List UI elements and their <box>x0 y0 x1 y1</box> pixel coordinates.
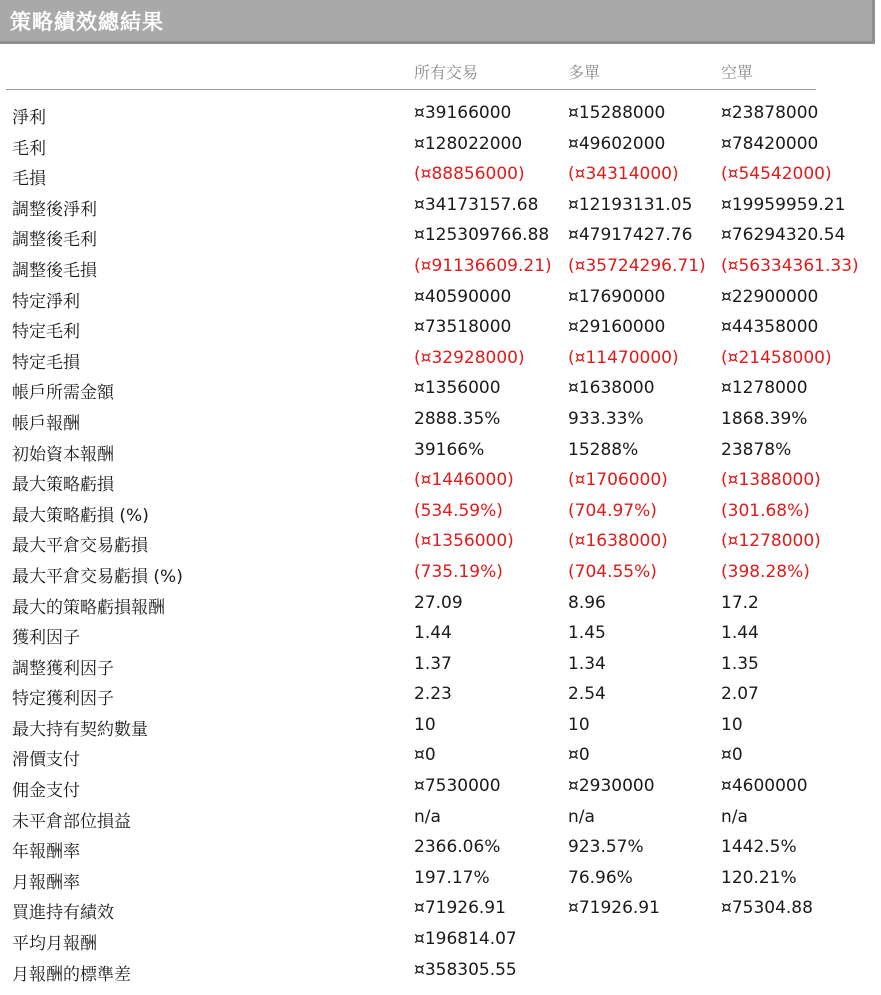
table-row <box>0 99 881 130</box>
row-value: (¤34314000) <box>568 164 679 185</box>
row-value: ¤17690000 <box>568 286 666 307</box>
row-value: (704.97%) <box>568 500 657 521</box>
table-row <box>0 344 881 375</box>
row-value: (¤1638000) <box>568 531 668 552</box>
row-value: ¤76294320.54 <box>721 225 846 246</box>
row-label: 最大的策略虧損報酬 <box>12 597 165 618</box>
row-value: ¤1278000 <box>721 378 808 399</box>
row-label: 未平倉部位損益 <box>12 811 131 832</box>
row-label: 毛損 <box>12 169 46 190</box>
row-value: 1.44 <box>721 623 759 644</box>
table-row <box>0 313 881 344</box>
summary-table <box>0 99 881 986</box>
row-value: 1.34 <box>568 653 606 674</box>
row-value: ¤23878000 <box>721 103 819 123</box>
row-value: ¤34173157.68 <box>414 194 539 215</box>
row-value: 2.07 <box>721 684 759 705</box>
table-row <box>0 741 881 772</box>
row-value: (¤1356000) <box>414 531 514 552</box>
row-value: 27.09 <box>414 592 463 613</box>
row-label: 毛利 <box>12 138 46 159</box>
row-value: ¤47917427.76 <box>568 225 693 246</box>
row-value: 933.33% <box>568 408 644 429</box>
table-row <box>0 130 881 161</box>
row-value: 1.35 <box>721 653 759 674</box>
row-label: 調整後毛利 <box>12 230 97 251</box>
row-value: ¤0 <box>568 745 590 766</box>
row-value: ¤78420000 <box>721 133 819 154</box>
row-label: 特定淨利 <box>12 291 80 312</box>
row-value: (¤32928000) <box>414 347 525 368</box>
row-value: 1.37 <box>414 653 452 674</box>
row-value: (¤88856000) <box>414 164 525 185</box>
table-row <box>0 466 881 497</box>
row-value: ¤44358000 <box>721 317 819 338</box>
table-row <box>0 283 881 314</box>
row-value: ¤0 <box>721 745 743 766</box>
row-value: (¤35724296.71) <box>568 255 706 276</box>
row-label: 佣金支付 <box>12 781 80 802</box>
row-value: n/a <box>414 806 441 827</box>
row-value: 15288% <box>568 439 639 460</box>
row-value: (¤56334361.33) <box>721 255 859 276</box>
table-row <box>0 374 881 405</box>
row-value: (735.19%) <box>414 561 503 582</box>
row-value: (398.28%) <box>721 561 810 582</box>
table-row <box>0 436 881 467</box>
row-label: 最大策略虧損 <box>12 475 114 496</box>
row-value: 923.57% <box>568 837 644 858</box>
row-label: 最大平倉交易虧損 (%) <box>12 566 183 587</box>
table-row <box>0 956 881 987</box>
row-label: 調整獲利因子 <box>12 658 114 679</box>
table-row <box>0 160 881 191</box>
row-value: (¤21458000) <box>721 347 832 368</box>
table-row <box>0 405 881 436</box>
row-label: 最大持有契約數量 <box>12 719 148 740</box>
row-label: 月報酬率 <box>12 872 80 893</box>
row-value: ¤196814.07 <box>414 929 517 950</box>
row-value: 39166% <box>414 439 485 460</box>
row-value: (¤11470000) <box>568 347 679 368</box>
row-value: (704.55%) <box>568 561 657 582</box>
table-row <box>0 191 881 222</box>
row-value: ¤2930000 <box>568 776 655 797</box>
row-value: ¤75304.88 <box>721 898 813 919</box>
row-value: ¤39166000 <box>414 103 512 123</box>
row-value: ¤29160000 <box>568 317 666 338</box>
row-label: 特定毛利 <box>12 322 80 343</box>
row-label: 調整後淨利 <box>12 199 97 220</box>
table-row <box>0 497 881 528</box>
column-header-row <box>0 56 881 88</box>
table-row <box>0 619 881 650</box>
row-value: 2.54 <box>568 684 606 705</box>
title-bar <box>0 0 875 44</box>
row-label: 帳戶報酬 <box>12 413 80 434</box>
row-value: n/a <box>568 806 595 827</box>
row-label: 特定毛損 <box>12 352 80 373</box>
row-value: 120.21% <box>721 867 797 888</box>
row-label: 特定獲利因子 <box>12 689 114 710</box>
row-label: 獲利因子 <box>12 628 80 649</box>
row-value: ¤12193131.05 <box>568 194 693 215</box>
row-value: ¤1356000 <box>414 378 501 399</box>
row-value: (¤54542000) <box>721 164 832 185</box>
row-value: ¤71926.91 <box>414 898 506 919</box>
table-row <box>0 680 881 711</box>
row-value: ¤71926.91 <box>568 898 660 919</box>
row-label: 淨利 <box>12 108 46 128</box>
row-value: 17.2 <box>721 592 759 613</box>
table-row <box>0 589 881 620</box>
page-title: 策略績效總結果 <box>10 10 164 34</box>
row-value: 197.17% <box>414 867 490 888</box>
row-value: (¤1446000) <box>414 470 514 491</box>
table-row <box>0 803 881 834</box>
table-row <box>0 864 881 895</box>
row-value: ¤7530000 <box>414 776 501 797</box>
row-value: n/a <box>721 806 748 827</box>
row-label: 帳戶所需金額 <box>12 383 114 404</box>
column-header-short: 空單 <box>721 63 754 82</box>
row-value: 1442.5% <box>721 837 797 858</box>
row-value: 1.44 <box>414 623 452 644</box>
row-value: 2.23 <box>414 684 452 705</box>
table-row <box>0 711 881 742</box>
row-value: ¤1638000 <box>568 378 655 399</box>
row-value: 1868.39% <box>721 408 808 429</box>
row-value: (¤1706000) <box>568 470 668 491</box>
column-header-all-trades: 所有交易 <box>414 63 479 82</box>
table-row <box>0 650 881 681</box>
row-value: ¤358305.55 <box>414 959 517 980</box>
row-value: ¤15288000 <box>568 103 666 123</box>
column-header-long: 多單 <box>568 63 601 82</box>
row-value: 10 <box>414 714 436 735</box>
table-row <box>0 772 881 803</box>
table-row <box>0 833 881 864</box>
row-value: (¤91136609.21) <box>414 255 552 276</box>
row-label: 初始資本報酬 <box>12 444 114 465</box>
row-value: 8.96 <box>568 592 606 613</box>
row-label: 滑價支付 <box>12 750 80 771</box>
row-value: ¤40590000 <box>414 286 512 307</box>
row-label: 平均月報酬 <box>12 934 97 955</box>
row-value: 76.96% <box>568 867 633 888</box>
row-value: ¤22900000 <box>721 286 819 307</box>
table-row <box>0 894 881 925</box>
row-value: 10 <box>568 714 590 735</box>
row-value: ¤49602000 <box>568 133 666 154</box>
row-value: 10 <box>721 714 743 735</box>
row-value: 2366.06% <box>414 837 501 858</box>
row-value: 2888.35% <box>414 408 501 429</box>
table-row <box>0 252 881 283</box>
row-label: 最大策略虧損 (%) <box>12 505 149 526</box>
row-value: (¤1388000) <box>721 470 821 491</box>
row-label: 買進持有績效 <box>12 903 114 924</box>
row-value: ¤128022000 <box>414 133 523 154</box>
row-value: 1.45 <box>568 623 606 644</box>
row-value: (534.59%) <box>414 500 503 521</box>
table-row <box>0 925 881 956</box>
row-value: ¤0 <box>414 745 436 766</box>
row-label: 調整後毛損 <box>12 260 97 281</box>
row-value: ¤73518000 <box>414 317 512 338</box>
row-label: 最大平倉交易虧損 <box>12 536 148 557</box>
table-row <box>0 527 881 558</box>
row-value: (301.68%) <box>721 500 810 521</box>
row-value: ¤19959959.21 <box>721 194 846 215</box>
table-row <box>0 221 881 252</box>
row-value: ¤4600000 <box>721 776 808 797</box>
row-value: ¤125309766.88 <box>414 225 550 246</box>
row-label: 年報酬率 <box>12 842 80 863</box>
row-value: (¤1278000) <box>721 531 821 552</box>
table-row <box>0 558 881 589</box>
row-value: 23878% <box>721 439 792 460</box>
row-label: 月報酬的標準差 <box>12 964 131 985</box>
header-divider <box>6 89 816 90</box>
